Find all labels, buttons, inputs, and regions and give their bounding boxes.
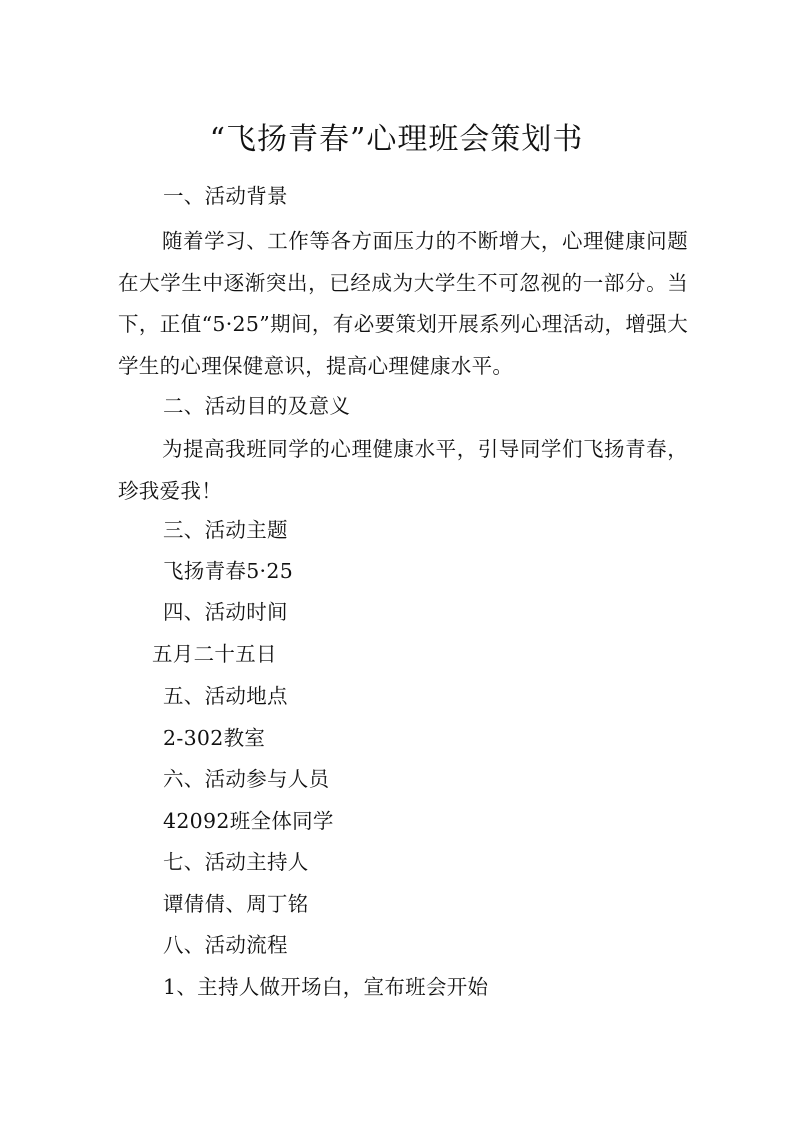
document-title: “飞扬青春”心理班会策划书 xyxy=(209,122,584,157)
section-heading-participants: 六、活动参与人员 xyxy=(163,767,330,791)
section-text-time: 五月二十五日 xyxy=(152,642,277,666)
section-text-host: 谭倩倩、周丁铭 xyxy=(163,892,309,916)
section-text-theme: 飞扬青春5·25 xyxy=(163,559,294,583)
section-heading-process: 八、活动流程 xyxy=(163,933,288,957)
section-text-purpose: 为提高我班同学的心理健康水平，引导同学们飞扬青春，珍我爱我！ xyxy=(118,437,688,503)
section-text-background: 随着学习、工作等各方面压力的不断增大，心理健康问题在大学生中逐渐突出，已经成为大学生不可忽视的一部分。当下，正值“5·25”期间，有必要策划开展系列心理活动，增强大学生的心理保健意识，提高心理健康水平。 xyxy=(118,229,688,378)
section-text-place: 2-302教室 xyxy=(163,726,266,750)
section-heading-time: 四、活动时间 xyxy=(163,600,288,624)
section-heading-theme: 三、活动主题 xyxy=(163,518,288,542)
section-text-participants: 42092班全体同学 xyxy=(163,809,334,833)
section-heading-purpose: 二、活动目的及意义 xyxy=(163,394,351,418)
section-heading-place: 五、活动地点 xyxy=(163,684,288,708)
section-heading-host: 七、活动主持人 xyxy=(163,850,309,874)
process-step-1: 1、主持人做开场白，宣布班会开始 xyxy=(163,975,489,999)
section-heading-background: 一、活动背景 xyxy=(163,184,288,208)
